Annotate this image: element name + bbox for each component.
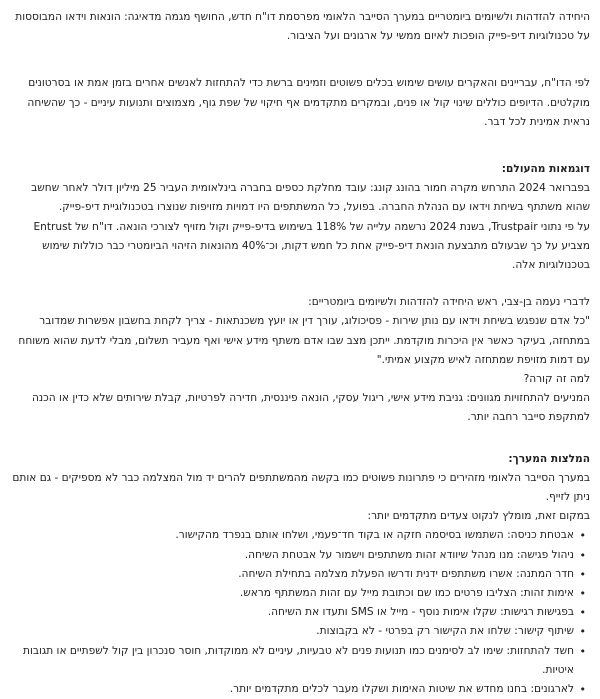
list-item: • חדר המתנה: אשרו משתתפים ידנית ודרשו הפעלת מצלמה בתחילת השיחה. [8,565,574,584]
quote-block [8,293,590,427]
quote-intro: לדברי נעמה בן-צבי, ראש היחידה להזדהות ולשיומים ביומטריים: [308,296,590,309]
spacer [8,428,590,450]
spacer [8,275,590,293]
intro-paragraph: היחידה להזדהות ולשיומים ביומטריים במערך הסייבר הלאומי מפרסמת דו"ח חדש, החושף מגמה מדאיגה: הונאות וידאו המבוססות על טכנולוגיות דיפ-פייק הופכות לאיום ממשי על ארגונים ועל הציבור. [15,11,590,43]
spacer [8,46,590,74]
list-item: • חשד להתחזות: שימו לב לסימנים כמו תנועות פנים לא טבעיות, עיניים לא ממוקדות, חוסר סנכרון בין קול לשפתיים או תגובות איטיות. [8,642,574,680]
list-item: • אימות זהות: הצליבו פרטים כמו שם וכתובת מייל עם זהות המשתתף מראש. [8,584,574,603]
answer-paragraph: המניעים להתחזויות מגוונים: גניבת מידע אישי, ריגול עסקי, הונאה פיננסית, חדירה לפרטיות, קבלת שירותים שלא כדין או הכנה למתקפת סייבר רחבה יותר. [31,392,590,424]
examples-heading: דוגמאות מהעולם: [501,163,590,176]
list-item: • בפגישות רגישות: שקלו אימות נוסף - מייל או SMS ותעדו את השיחה. [8,603,574,622]
list-item: • אבטחת כניסה: השתמשו בסיסמה חזקה או בקוד חד־פעמי, ושלחו אותם בנפרד מהקישור. [8,526,574,545]
example-paragraph-2: על פי נתוני Trustpair, בשנת 2024 נרשמה עלייה של 118% בשימוש בדיפ-פייק וקול מזויף לצורכי הונאה. דו"ח של Entrust מצביע על כך שבעולם מתבצעת הונאת דיפ-פייק אחת כל חמש דקות, וכ־40% מהונאות הזיהוי הביומטרי כבר כוללות שימוש בטכנולוגיות אלה. [33,220,590,272]
definition-paragraph: לפי הדו"ח, עבריינים והאקרים עושים שימוש בכלים פשוטים וזמינים ברשת כדי להתחזות לאנשים אחרים בזמן אמת או בסרטונים מוקלטים. הדיופים כוללים שינוי קול או פנים, ובמקרים מתקדמים אף חיקוי של שפת גוף, מצמוצים ותנועות עיניים - כך שהשיחה נראית אמינית לכל דבר. [27,77,590,128]
list-item: • לארגונים: בחנו מחדש את שיטות האימות ושקלו מעבר לכלים מתקדמים יותר. [8,680,574,699]
list-item: • שיתוף קישור: שלחו את הקישור רק בפרטי - לא בקבוצות. [8,622,574,641]
list-item: • ניהול פגישה: מנו מנהל שיוודא זהות משתתפים וישמור על אבטחת השיחה. [8,546,574,565]
recommendations-heading: המלצות המערך: [508,452,590,465]
spacer [8,132,590,160]
quote-text: "כל אדם שנפגש בשיחת וידאו עם נותן שירות - פסיכולוג, עורך דין או יועץ משכנתאות - צריך לקחת בחשבון אפשרות שמדובר במתחזה, בעיקר כאשר אין היכרות מוקדמת. ייתכן מצב שבו אדם משתף מידע אישי ואף מעביר תשלום, מבלי לדעת שהוא משוחח עם דמות מזויפת שמתחזה לאיש מקצוע אמיתי." [18,315,590,366]
recommendations-list [8,526,590,699]
question-line: למה זה קורה? [523,373,590,386]
recommendations-paragraph-1: במערך הסייבר הלאומי מזהירים כי פתרונות פשוטים כמו בקשה מהמשתתפים להרים יד מול המצלמה כבר לא מספיקים - גם אותם ניתן לזייף. [12,471,590,504]
example-paragraph-1: בפברואר 2024 התרחש מקרה חמור בהונג קונג: עובד מחלקת כספים בחברה בינלאומית העביר 25 מיליון דולר לאחר שחשב שהוא משתתף בשיחת וידאו עם הנהלת החברה. בפועל, כל המשתתפים היו דמויות מזויפות שנוצרו בטכנולוגיית דיפ-פייק. [31,182,590,214]
recommendations-paragraph-2: במקום זאת, מומלץ לנקוט צעדים מתקדמים יותר: [367,510,590,523]
